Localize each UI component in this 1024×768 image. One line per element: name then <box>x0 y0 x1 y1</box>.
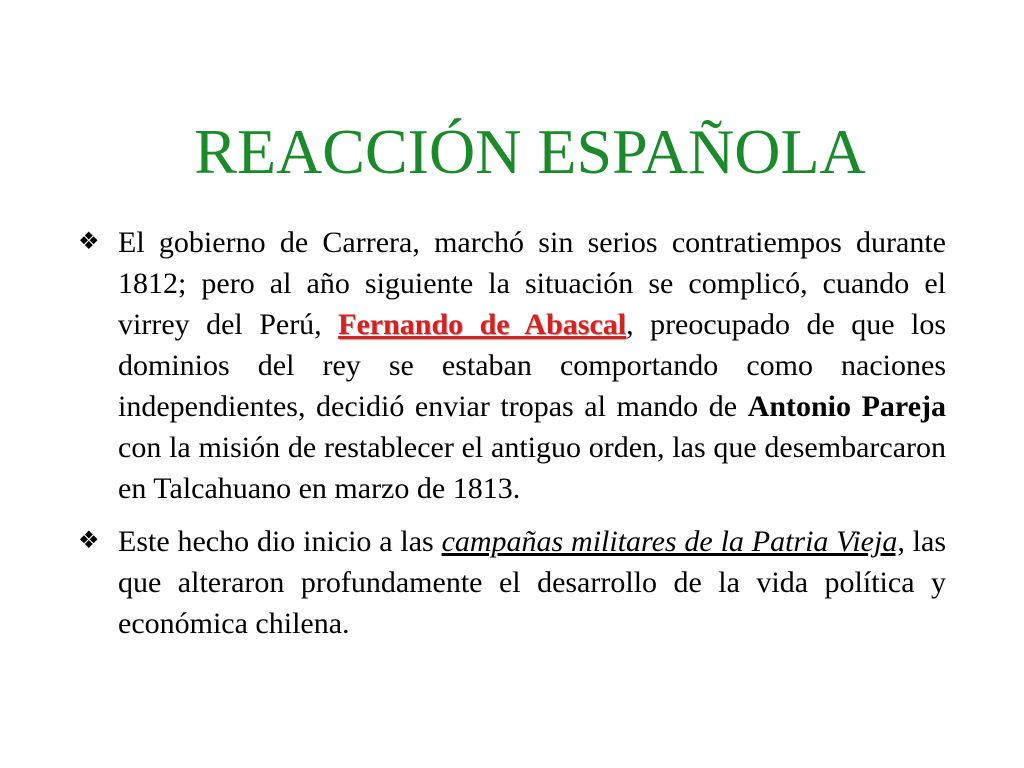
slide-title: REACCIÓN ESPAÑOLA <box>194 116 866 187</box>
campanas-militares-emphasis: campañas militares de la Patria Vieja, <box>441 525 905 558</box>
bullet-1-text-part3: con la misión de restablecer el antiguo orden, las que desembarcaron en Talcahuano en marzo de 1813. <box>118 431 946 505</box>
bullet-item-2 <box>78 521 946 644</box>
bullet-list <box>78 222 946 656</box>
bullet-text-1 <box>118 222 946 509</box>
bullet-1-text-part2: , preocupado de que los dominios del rey se estaban comportando como naciones independientes, decidió enviar tropas al mando de <box>118 308 947 423</box>
antonio-pareja-bold: Antonio Pareja <box>747 390 946 423</box>
bullet-2-text-part1: Este hecho dio inicio a las <box>118 525 442 558</box>
four-diamond-bullet-icon: ❖ <box>78 229 100 255</box>
bullet-item-1 <box>78 222 946 509</box>
four-diamond-bullet-icon: ❖ <box>78 528 100 554</box>
bullet-2-text-part2: las que alteraron profundamente el desarrollo de la vida política y económica chilena. <box>118 525 946 640</box>
bullet-text-2 <box>118 521 946 644</box>
abascal-link[interactable]: Fernando de Abascal <box>338 308 627 341</box>
bullet-1-text-part1: El gobierno de Carrera, marchó sin serios contratiempos durante 1812; pero al año siguiente la situación se complicó, cuando el virrey del Perú, <box>118 226 946 341</box>
